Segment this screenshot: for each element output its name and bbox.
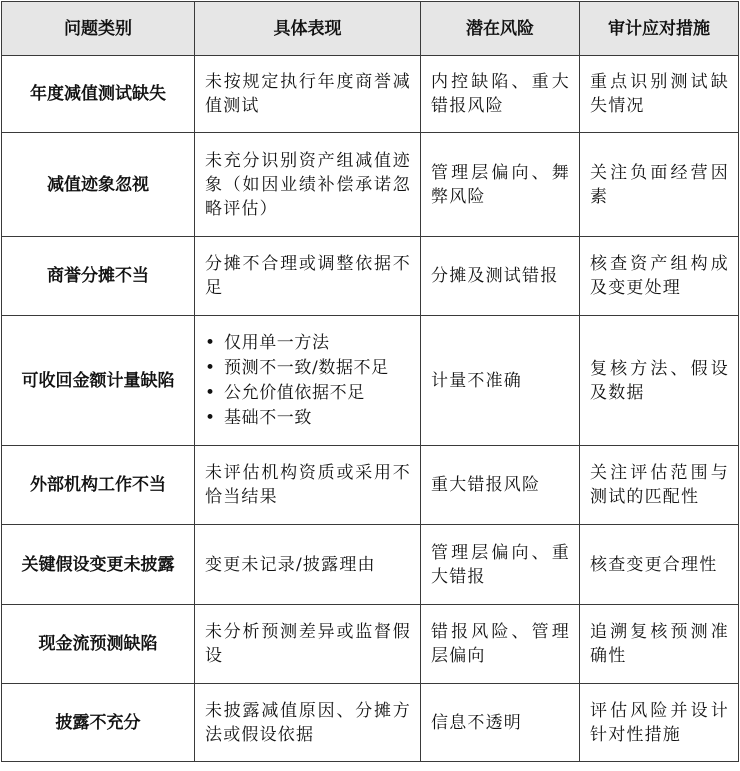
row-risk: 计量不准确 [421, 316, 580, 446]
row-category: 外部机构工作不当 [2, 446, 195, 525]
row-category: 年度减值测试缺失 [2, 56, 195, 133]
table-header-row [2, 2, 739, 56]
row-manifestation: 未评估机构资质或采用不恰当结果 [195, 446, 421, 525]
row-manifestation: 未披露减值原因、分摊方法或假设依据 [195, 684, 421, 762]
list-item [205, 356, 411, 381]
row-risk: 管理层偏向、重大错报 [421, 525, 580, 605]
bullet-icon: • [205, 332, 216, 353]
row-risk: 信息不透明 [421, 684, 580, 762]
row-risk: 分摊及测试错报 [421, 237, 580, 316]
table-row [2, 605, 739, 684]
table-row [2, 446, 739, 525]
goodwill-audit-table-container [1, 1, 738, 762]
row-category: 减值迹象忽视 [2, 133, 195, 237]
table-row [2, 133, 739, 237]
list-item [205, 406, 411, 431]
row-category: 披露不充分 [2, 684, 195, 762]
header-manifestation: 具体表现 [195, 2, 421, 56]
table-row [2, 237, 739, 316]
row-manifestation: 变更未记录/披露理由 [195, 525, 421, 605]
row-manifestation-list-cell [195, 316, 421, 446]
row-manifestation: 未按规定执行年度商誉减值测试 [195, 56, 421, 133]
row-response: 核查变更合理性 [580, 525, 739, 605]
header-response: 审计应对措施 [580, 2, 739, 56]
row-response: 复核方法、假设及数据 [580, 316, 739, 446]
row-category: 关键假设变更未披露 [2, 525, 195, 605]
table-row [2, 316, 739, 446]
row-manifestation: 未充分识别资产组减值迹象（如因业绩补偿承诺忽略评估） [195, 133, 421, 237]
row-manifestation: 分摊不合理或调整依据不足 [195, 237, 421, 316]
row-risk: 管理层偏向、舞弊风险 [421, 133, 580, 237]
row-risk: 错报风险、管理层偏向 [421, 605, 580, 684]
list-item-text: 预测不一致/数据不足 [224, 357, 389, 378]
row-category: 现金流预测缺陷 [2, 605, 195, 684]
row-response: 评估风险并设计针对性措施 [580, 684, 739, 762]
list-item [205, 331, 411, 356]
table-row [2, 56, 739, 133]
row-category: 可收回金额计量缺陷 [2, 316, 195, 446]
row-risk: 内控缺陷、重大错报风险 [421, 56, 580, 133]
list-item-text: 仅用单一方法 [224, 332, 330, 353]
row-risk: 重大错报风险 [421, 446, 580, 525]
list-item [205, 381, 411, 406]
bullet-icon: • [205, 357, 216, 378]
row-response: 追溯复核预测准确性 [580, 605, 739, 684]
list-item-text: 基础不一致 [224, 407, 312, 428]
bullet-icon: • [205, 407, 216, 428]
goodwill-audit-table [1, 1, 739, 762]
row-response: 重点识别测试缺失情况 [580, 56, 739, 133]
table-row [2, 684, 739, 762]
row-category: 商誉分摊不当 [2, 237, 195, 316]
list-item-text: 公允价值依据不足 [224, 382, 365, 403]
table-row [2, 525, 739, 605]
header-risk: 潜在风险 [421, 2, 580, 56]
row-manifestation: 未分析预测差异或监督假设 [195, 605, 421, 684]
header-category: 问题类别 [2, 2, 195, 56]
row-response: 关注评估范围与测试的匹配性 [580, 446, 739, 525]
row-response: 关注负面经营因素 [580, 133, 739, 237]
row-response: 核查资产组构成及变更处理 [580, 237, 739, 316]
bullet-icon: • [205, 382, 216, 403]
manifestation-bullet-list [205, 331, 411, 431]
